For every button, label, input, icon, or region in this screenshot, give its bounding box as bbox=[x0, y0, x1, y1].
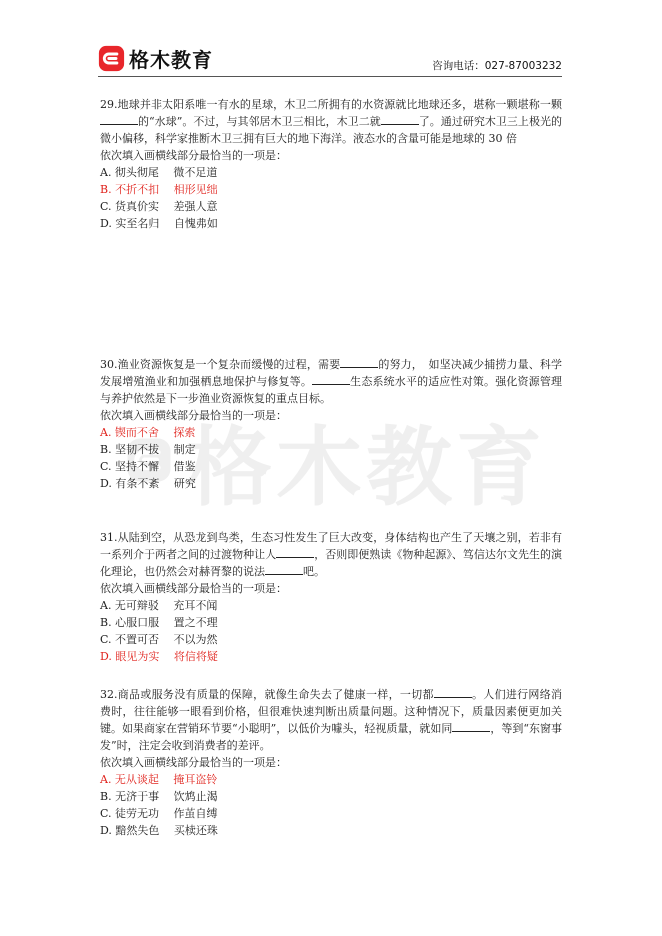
stem-text: 。人们进行网络消费时，往往能够一眼看到价格，但很难快速判断出质量问题。这种情况下，质量因素便更加关键。如果商家在营销环节要“小聪明”，以低价为噱头，轻视质量，就如同 bbox=[100, 688, 563, 735]
option-c: C. 徒劳无功 作茧自缚 bbox=[100, 807, 218, 820]
option-a: A. 彻头彻尾 微不足道 bbox=[100, 166, 218, 179]
watermark-text: 格木教育 bbox=[186, 418, 546, 518]
option-d: D. 实至名归 自愧弗如 bbox=[100, 217, 218, 230]
question-stem bbox=[100, 529, 562, 580]
option-d-correct: D. 眼见为实 将信将疑 bbox=[100, 650, 218, 663]
option-d: D. 有条不紊 研究 bbox=[100, 477, 196, 490]
answer-blank bbox=[434, 687, 472, 698]
option-b-correct: B. 不折不扣 相形见绌 bbox=[100, 183, 218, 196]
option-a: A. 无可辩驳 充耳不闻 bbox=[100, 599, 218, 612]
header-divider bbox=[98, 76, 562, 77]
question-stem bbox=[100, 96, 562, 147]
stem-text: 了。通过研究木卫三上极光的微小偏移，科学家推断木卫三拥有巨大的地下海洋。液态水的含量可能是地球的 30 倍 bbox=[100, 115, 562, 145]
question-31 bbox=[100, 529, 562, 665]
option-a-correct: A. 锲而不舍 探索 bbox=[100, 426, 196, 439]
contact-phone: 咨询电话：027-87003232 bbox=[432, 60, 562, 72]
answer-blank bbox=[340, 357, 378, 368]
brand-name: 格木教育 bbox=[129, 48, 213, 72]
option-c: C. 坚持不懈 借鉴 bbox=[100, 460, 196, 473]
answer-blank bbox=[452, 721, 490, 732]
stem-text: 32.商品或服务没有质量的保障，就像生命失去了健康一样，一切都 bbox=[100, 688, 434, 701]
question-32 bbox=[100, 686, 562, 839]
question-30 bbox=[100, 356, 562, 492]
answer-blank bbox=[100, 114, 138, 125]
option-b: B. 坚韧不拔 制定 bbox=[100, 443, 196, 456]
stem-text: ，否则即便熟读《物种起源》、笃信达尔文先生的演化理论，也仍然会对赫胥黎的说法 bbox=[100, 548, 563, 578]
option-c: C. 货真价实 差强人意 bbox=[100, 200, 218, 213]
option-b: B. 无济于事 饮鸩止渴 bbox=[100, 790, 218, 803]
option-c: C. 不置可否 不以为然 bbox=[100, 633, 218, 646]
brand-logo bbox=[98, 44, 213, 73]
answer-blank bbox=[312, 374, 350, 385]
answer-blank bbox=[381, 114, 419, 125]
stem-text: 生态系统水平的适应性对策。强化资源管理与养护依然是下一步渔业资源恢复的重点目标。 bbox=[100, 375, 562, 405]
stem-text: 吧。 bbox=[303, 565, 325, 578]
page-header bbox=[98, 44, 562, 74]
stem-text: 的“水球”。不过，与其邻居木卫三相比，木卫二就 bbox=[138, 115, 381, 128]
question-prompt: 依次填入画横线部分最恰当的一项是： bbox=[100, 756, 287, 769]
answer-blank bbox=[276, 547, 314, 558]
question-stem bbox=[100, 356, 562, 407]
answer-blank bbox=[265, 564, 303, 575]
option-b: B. 心服口服 置之不理 bbox=[100, 616, 218, 629]
brand-logo-icon bbox=[98, 45, 125, 72]
question-prompt: 依次填入画横线部分最恰当的一项是： bbox=[100, 149, 287, 162]
question-29 bbox=[100, 96, 562, 232]
question-stem bbox=[100, 686, 562, 754]
question-prompt: 依次填入画横线部分最恰当的一项是： bbox=[100, 409, 287, 422]
stem-text: ，等到“东窗事发”时，注定会收到消费者的差评。 bbox=[100, 722, 563, 752]
question-prompt: 依次填入画横线部分最恰当的一项是： bbox=[100, 582, 287, 595]
stem-text: 29.地球并非太阳系唯一有水的星球，木卫二所拥有的水资源就比地球还多，堪称一颗堪称一颗 bbox=[100, 98, 562, 111]
option-d: D. 黯然失色 买椟还珠 bbox=[100, 824, 218, 837]
stem-text: 的努力， 如坚决减少捕捞力量、科学发展增殖渔业和加强栖息地保护与修复等。 bbox=[100, 358, 563, 388]
option-a-correct: A. 无从谈起 掩耳盗铃 bbox=[100, 773, 218, 786]
stem-text: 30.渔业资源恢复是一个复杂而缓慢的过程，需要 bbox=[100, 358, 341, 371]
stem-text: 31.从陆到空，从恐龙到鸟类，生态习性发生了巨大改变，身体结构也产生了天壤之别，若非有一系列介于两者之间的过渡物种让人 bbox=[100, 531, 562, 561]
